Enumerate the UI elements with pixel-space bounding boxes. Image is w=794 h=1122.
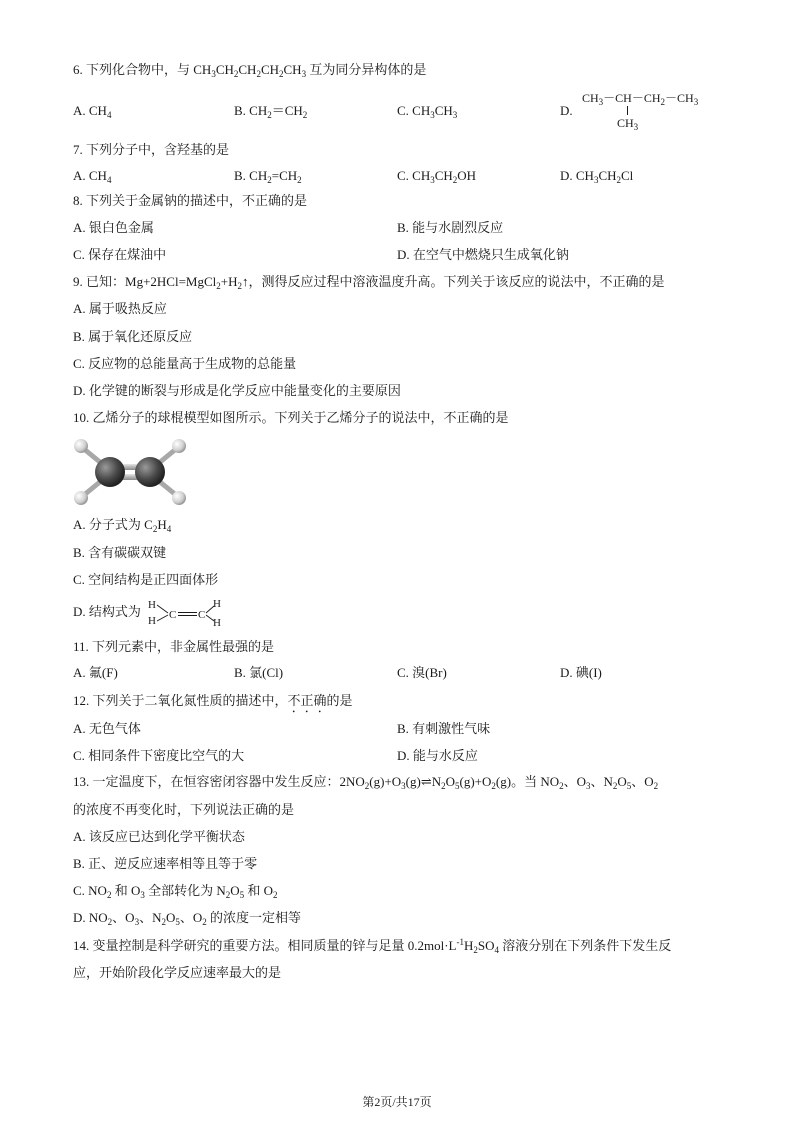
q14-stem-line2: 应，开始阶段化学反应速率最大的是 [73, 965, 282, 980]
q11-option-c[interactable]: C. 溴(Br) [397, 665, 447, 680]
q8-option-a[interactable]: A. 银白色金属 [73, 220, 154, 235]
q9-option-a[interactable]: A. 属于吸热反应 [73, 301, 167, 316]
q7-option-d[interactable]: D. $CH_3CH_2Cl$ [560, 168, 634, 185]
q11-stem: 11. 下列元素中，非金属性最强的是 [73, 639, 275, 654]
carbon-atom-left [95, 457, 125, 487]
q6-option-b[interactable]: B. $CH_2=CH_2$ [234, 103, 308, 120]
q7-option-a[interactable]: A. $CH_4$ [73, 168, 112, 185]
q12-option-c[interactable]: C. 相同条件下密度比空气的大 [73, 748, 245, 763]
q14-stem-line1: 14. 变量控制是科学研究的重要方法。相同质量的锌与足量 $0.2mol\cdot L^{-1}H_2SO_4$ 溶液分别在下列条件下发生反 [73, 937, 672, 955]
q11-option-b[interactable]: B. 氯(Cl) [234, 665, 284, 680]
struct-h-bottom-right: H [213, 617, 221, 627]
q11-option-d[interactable]: D. 碘(I) [560, 665, 602, 680]
q7-option-c[interactable]: C. $CH_3CH_2OH$ [397, 168, 477, 185]
q13-option-b[interactable]: B. 正、逆反应速率相等且等于零 [73, 856, 258, 871]
q10-option-a[interactable] [73, 516, 171, 534]
hydrogen-atom-2 [74, 491, 88, 505]
q6-stem-formula: $CH_3CH_2CH_2CH_2CH_3$ [193, 62, 307, 79]
q10-option-d-prefix: D. 结构式为 [73, 604, 141, 619]
q10-option-d[interactable] [73, 603, 141, 621]
q8-option-d[interactable]: D. 在空气中燃烧只生成氧化钠 [397, 247, 569, 262]
q12-option-d[interactable]: D. 能与水反应 [397, 748, 478, 763]
ethylene-ball-stick-model [70, 437, 190, 509]
q13-option-c[interactable]: C. $NO_2$ 和 $O_3$ 全部转化为 $N_2O_5$ 和 $O_2$ [73, 883, 278, 900]
q12-stem-prefix: 12. 下列关于二氧化氮性质的描述中， [73, 693, 288, 708]
q12-stem-emphasis: 不正确 [287, 693, 327, 708]
q8-option-b[interactable]: B. 能与水剧烈反应 [397, 220, 504, 235]
q9-option-c[interactable]: C. 反应物的总能量高于生成物的总能量 [73, 356, 297, 371]
q13-option-a[interactable]: A. 该反应已达到化学平衡状态 [73, 829, 245, 844]
q8-option-c[interactable]: C. 保存在煤油中 [73, 247, 167, 262]
q8-stem: 8. 下列关于金属钠的描述中，不正确的是 [73, 193, 308, 208]
page-footer: 第2页/共17页 [362, 1095, 432, 1109]
q9-stem [73, 273, 665, 291]
q10-option-c[interactable]: C. 空间结构是正四面体形 [73, 572, 219, 587]
hydrogen-atom-1 [74, 439, 88, 453]
hydrogen-atom-4 [172, 491, 186, 505]
struct-bond-2 [157, 615, 168, 621]
q9-option-d[interactable]: D. 化学键的断裂与形成是化学反应中能量变化的主要原因 [73, 383, 401, 398]
q9-stem-suffix: ，测得反应过程中溶液温度升高。下列关于该反应的说法中，不正确的是 [248, 274, 665, 289]
struct-c-right: C [198, 609, 206, 621]
q10-option-a-prefix: A. 分子式为 [73, 517, 145, 532]
q6-option-d-chain: $CH_3-CH-CH_2-CH_3$ [582, 91, 699, 107]
q13-stem-line2: 的浓度不再变化时，下列说法正确的是 [73, 802, 295, 817]
q6-stem [73, 61, 426, 79]
struct-bond-1 [157, 605, 168, 613]
q6-option-a[interactable]: A. $CH_4$ [73, 103, 112, 120]
struct-h-top-right: H [213, 598, 221, 610]
q10-option-a-formula: $C_2H_4$ [144, 517, 172, 534]
q12-stem-suffix: 的是 [326, 693, 353, 708]
carbon-atom-right [135, 457, 165, 487]
q6-option-c[interactable]: C. $CH_3CH_3$ [397, 103, 458, 120]
q9-stem-equation: $Mg+2HCl=MgCl_2+H_2↑$ [125, 274, 249, 291]
q12-option-b[interactable]: B. 有刺激性气味 [397, 721, 491, 736]
q13-option-d[interactable]: D. $NO_2$、$O_3$、$N_2O_5$、$O_2$ 的浓度一定相等 [73, 910, 301, 927]
q9-stem-prefix: 9. 已知： [73, 274, 126, 289]
struct-c-left: C [169, 609, 177, 621]
hydrogen-atom-3 [172, 439, 186, 453]
q6-option-d-label: D. [560, 103, 573, 118]
q10-stem: 10. 乙烯分子的球棍模型如图所示。下列关于乙烯分子的说法中，不正确的是 [73, 410, 509, 425]
q6-option-d-branch: $CH_3$ [617, 116, 639, 132]
q6-stem-prefix: 6. 下列化合物中，与 [73, 62, 194, 77]
q9-option-b[interactable]: B. 属于氧化还原反应 [73, 329, 193, 344]
q11-option-a[interactable]: A. 氟(F) [73, 665, 118, 680]
ethylene-structural-formula [146, 597, 224, 627]
q12-stem [73, 692, 353, 716]
q13-stem-line1: 13. 一定温度下，在恒容密闭容器中发生反应：$2NO_2(g)+O_3(g)\rightleftharpoons N_2O_5(g)+O_2(g)$。当 $NO_2$、$O_3$、$N_2O_5$、$O_2$ [73, 774, 659, 791]
struct-h-bottom-left: H [148, 615, 156, 627]
q6-option-d[interactable] [560, 102, 573, 120]
q6-stem-suffix: 互为同分异构体的是 [306, 62, 427, 77]
struct-h-top-left: H [148, 599, 156, 611]
q10-option-b[interactable]: B. 含有碳碳双键 [73, 545, 167, 560]
q12-option-a[interactable]: A. 无色气体 [73, 721, 141, 736]
q7-option-b[interactable]: B. $CH_2=CH_2$ [234, 168, 302, 185]
q7-stem: 7. 下列分子中，含羟基的是 [73, 142, 230, 157]
